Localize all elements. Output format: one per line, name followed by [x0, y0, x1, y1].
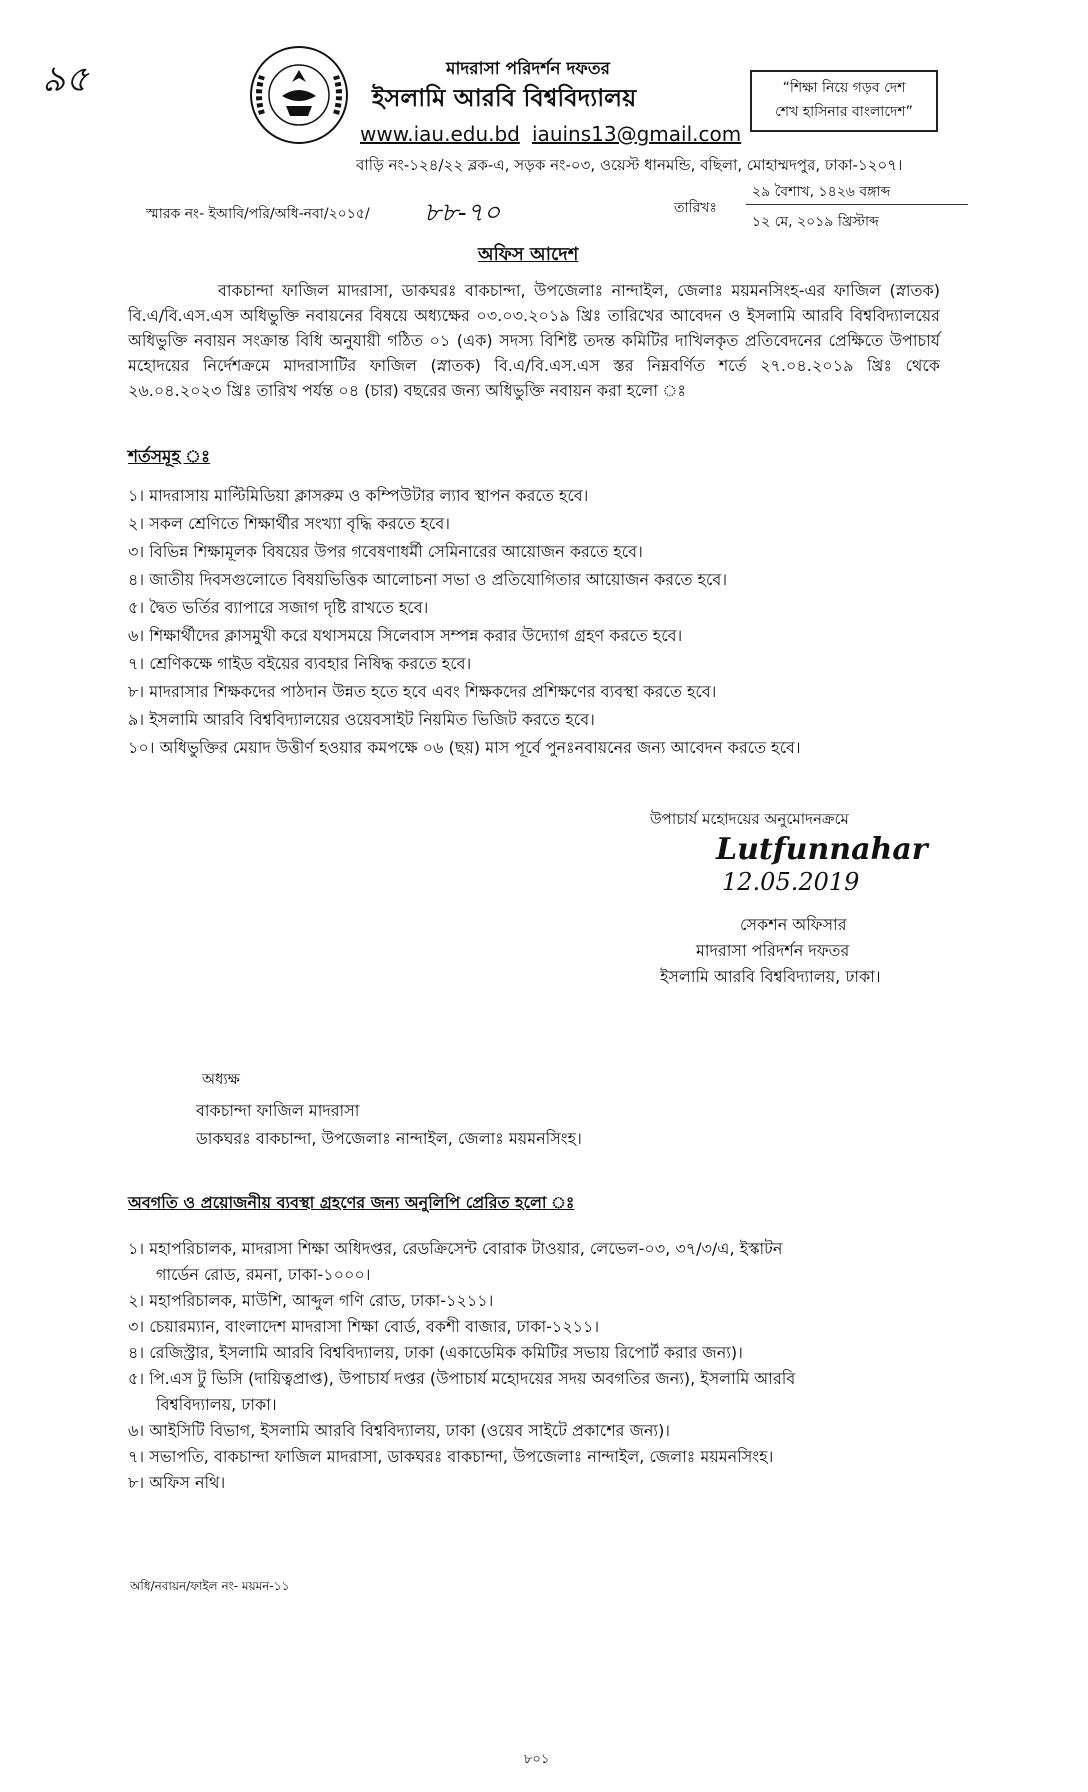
slogan-line-1: “শিক্ষা নিয়ে গড়ব দেশ	[782, 80, 906, 96]
university-name: ইসলামি আরবি বিশ্ববিদ্যালয়	[372, 84, 637, 112]
order-title: অফিস আদেশ	[478, 244, 579, 265]
condition-item: ১০। অধিভুক্তির মেয়াদ উত্তীর্ণ হওয়ার কমপক্ষে ০৬ (ছয়) মাস পূর্বে পুনঃনবায়নের জন্য আবেদন করতে হবে।	[128, 738, 801, 757]
copy-item-continued: গার্ডেন রোড, রমনা, ঢাকা-১০০০।	[156, 1265, 371, 1284]
copies-list	[128, 1236, 968, 1496]
signatory-office: মাদরাসা পরিদর্শন দফতর	[696, 941, 850, 960]
office-name: মাদরাসা পরিদর্শন দফতর	[446, 59, 610, 79]
copy-item: ৭। সভাপতি, বাকচান্দা ফাজিল মাদরাসা, ডাকঘরঃ বাকচান্দা, উপজেলাঃ নান্দাইল, জেলাঃ ময়মনসিংহ।	[128, 1447, 774, 1466]
copy-item: ৬। আইসিটি বিভাগ, ইসলামি আরবি বিশ্ববিদ্যালয়, ঢাকা (ওয়েব সাইটে প্রকাশের জন্য)।	[128, 1421, 671, 1440]
page-number: ৮০১	[524, 1752, 550, 1767]
copy-item: ৮। অফিস নথি।	[128, 1473, 226, 1492]
condition-item: ১। মাদরাসায় মাল্টিমিডিয়া ক্লাসরুম ও কম্পিউটার ল্যাব স্থাপন করতে হবে।	[128, 486, 589, 505]
conditions-heading: শর্তসমূহ ঃ	[128, 447, 211, 467]
recipient-title: অধ্যক্ষ	[202, 1070, 240, 1088]
date-divider	[746, 204, 968, 205]
email-link[interactable]: iauins13@gmail.com	[532, 122, 742, 146]
handwritten-signature: Lutfunnahar	[716, 832, 928, 867]
approval-note: উপাচার্য মহোদয়ের অনুমোদনক্রমে	[650, 810, 849, 828]
slogan-line-2: শেখ হাসিনার বাংলাদেশ”	[775, 104, 913, 120]
date-english: ১২ মে, ২০১৯ খ্রিস্টাব্দ	[752, 214, 879, 230]
condition-item: ৭। শ্রেণিকক্ষে গাইড বইয়ের ব্যবহার নিষিদ্ধ করতে হবে।	[128, 654, 472, 673]
copy-item: ৩। চেয়ারম্যান, বাংলাদেশ মাদরাসা শিক্ষা বোর্ড, বকশী বাজার, ঢাকা-১২১১।	[128, 1317, 600, 1336]
condition-item: ৩। বিভিন্ন শিক্ষামূলক বিষয়ের উপর গবেষণাধর্মী সেমিনারের আয়োজন করতে হবে।	[128, 542, 643, 561]
condition-item: ৯। ইসলামি আরবি বিশ্ববিদ্যালয়ের ওয়েবসাইট নিয়মিত ভিজিট করতে হবে।	[128, 710, 595, 729]
recipient-address: ডাকঘরঃ বাকচান্দা, উপজেলাঃ নান্দাইল, জেলাঃ ময়মনসিংহ।	[196, 1129, 582, 1148]
copies-heading: অবগতি ও প্রয়োজনীয় ব্যবস্থা গ্রহণের জন্য অনুলিপি প্রেরিত হলো ঃ	[128, 1193, 575, 1212]
date-bangla: ২৯ বৈশাখ, ১৪২৬ বঙ্গাব্দ	[752, 184, 891, 200]
order-body: বাকচান্দা ফাজিল মাদরাসা, ডাকঘরঃ বাকচান্দা, উপজেলাঃ নান্দাইল, জেলাঃ ময়মনসিংহ-এর ফাজিল (স্নাতক) বি.এ/বি.এস.এস অধিভুক্তি নবায়নের বিষয়ে অধ্যক্ষের ০৩.০৩.২০১৯ খ্রিঃ তারিখের আবেদন ও ইসলামি আরবি বিশ্ববিদ্যালয়ের অধিভুক্তি নবায়ন সংক্রান্ত বিধি অনুযায়ী গঠিত ০১ (এক) সদস্য বিশিষ্ট তদন্ত কমিটির দাখিলকৃত প্রতিবেদনের প্রেক্ষিতে উপাচার্য মহোদয়ের নির্দেশক্রমে মাদরাসাটির ফাজিল (স্নাতক) বি.এ/বি.এস.এস স্তর নিম্নবর্ণিত শর্তে ২৭.০৪.২০১৯ খ্রিঃ থেকে ২৬.০৪.২০২৩ খ্রিঃ তারিখ পর্যন্ত ০৪ (চার) বছরের জন্য অধিভুক্তি নবায়ন করা হলো ঃ	[128, 281, 940, 400]
condition-item: ৬। শিক্ষার্থীদের ক্লাসমুখী করে যথাসময়ে সিলেবাস সম্পন্ন করার উদ্যোগ গ্রহণ করতে হবে।	[128, 626, 683, 645]
memo-handwritten-number: ৮৮-৭০	[424, 198, 501, 228]
university-logo	[248, 44, 350, 146]
signatory-designation: সেকশন অফিসার	[740, 915, 847, 934]
signatory-university: ইসলামি আরবি বিশ্ববিদ্যালয়, ঢাকা।	[660, 967, 881, 986]
signature-date: 12.05.2019	[722, 868, 860, 896]
date-label: তারিখঃ	[674, 200, 717, 216]
memo-number: স্মারক নং- ইআবি/পরি/অধি-নবা/২০১৫/	[146, 206, 370, 222]
website-link[interactable]: www.iau.edu.bd	[360, 122, 520, 146]
margin-handwritten-number: ৯৫	[42, 59, 89, 100]
recipient-institution: বাকচান্দা ফাজিল মাদরাসা	[196, 1101, 360, 1120]
copy-item: ৫। পি.এস টু ভিসি (দায়িত্বপ্রাপ্ত), উপাচার্য দপ্তর (উপাচার্য মহোদয়ের সদয় অবগতির জন্য), ইসলামি আরবি	[128, 1369, 796, 1388]
copy-item: ২। মহাপরিচালক, মাউশি, আব্দুল গণি রোড, ঢাকা-১২১১।	[128, 1291, 494, 1310]
conditions-list	[128, 482, 801, 762]
condition-item: ২। সকল শ্রেণিতে শিক্ষার্থীর সংখ্যা বৃদ্ধি করতে হবে।	[128, 514, 450, 533]
office-address: বাড়ি নং-১২৪/২২ ব্লক-এ, সড়ক নং-০৩, ওয়েস্ট ধানমন্ডি, বছিলা, মোহাম্মদপুর, ঢাকা-১২০৭।	[356, 156, 903, 174]
slogan-box	[750, 70, 938, 132]
copy-item: ১। মহাপরিচালক, মাদরাসা শিক্ষা অধিদপ্তর, রেডক্রিসেন্ট বোরাক টাওয়ার, লেভেল-০৩, ৩৭/৩/এ, ইস্কাটন	[128, 1239, 783, 1258]
condition-item: ৮। মাদরাসার শিক্ষকদের পাঠদান উন্নত হতে হবে এবং শিক্ষকদের প্রশিক্ষণের ব্যবস্থা করতে হবে।	[128, 682, 717, 701]
condition-item: ৪। জাতীয় দিবসগুলোতে বিষয়ভিত্তিক আলোচনা সভা ও প্রতিযোগিতার আয়োজন করতে হবে।	[128, 570, 728, 589]
copy-item: ৪। রেজিস্ট্রার, ইসলামি আরবি বিশ্ববিদ্যালয়, ঢাকা (একাডেমিক কমিটির সভায় রিপোর্ট করার জন্য)।	[128, 1343, 743, 1362]
copy-item-continued: বিশ্ববিদ্যালয়, ঢাকা।	[156, 1395, 277, 1414]
file-reference: অধি/নবায়ন/ফাইল নং- ময়মন-১১	[130, 1579, 290, 1593]
condition-item: ৫। দ্বৈত ভর্তির ব্যাপারে সজাগ দৃষ্টি রাখতে হবে।	[128, 598, 429, 617]
